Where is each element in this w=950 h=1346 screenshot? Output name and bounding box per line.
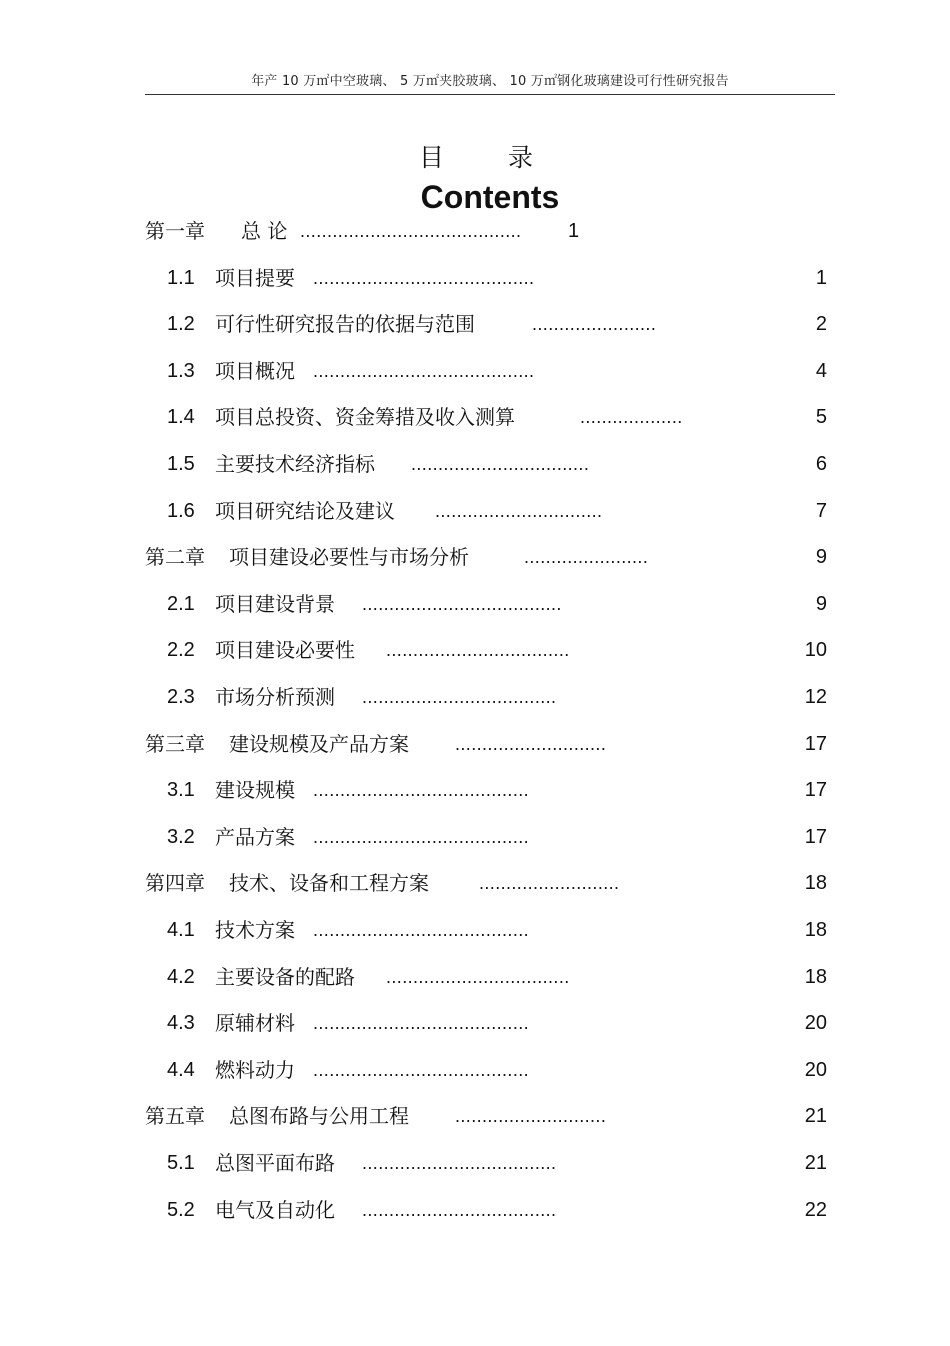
toc-entry-page: 6 — [815, 453, 827, 475]
toc-title-chinese: 目 录 — [419, 143, 561, 172]
toc-entry-chapter-1[interactable] — [0, 216, 950, 246]
toc-entry-title: 总图布路与公用工程 — [229, 1104, 409, 1128]
toc-entry-4-1[interactable] — [0, 915, 950, 945]
toc-entry-page: 9 — [815, 593, 827, 615]
toc-entry-leader: ............................ — [455, 1106, 607, 1126]
toc-entry-1-1[interactable] — [0, 263, 950, 293]
toc-entry-leader: ................... — [580, 407, 683, 427]
toc-entry-title: 项目总投资、资金筹措及收入测算 — [215, 405, 515, 429]
toc-entry-leader: ......................................... — [300, 221, 522, 241]
toc-entry-leader: ......................................... — [313, 268, 535, 288]
toc-entry-page: 18 — [804, 966, 827, 988]
toc-entry-page: 21 — [804, 1152, 827, 1174]
toc-entry-title: 主要技术经济指标 — [215, 452, 375, 476]
toc-entry-label: 1.2 — [167, 313, 195, 335]
toc-entry-title: 项目研究结论及建议 — [215, 499, 395, 523]
toc-entry-leader: ......................................... — [313, 361, 535, 381]
toc-entry-label: 4.1 — [167, 919, 195, 941]
toc-entry-label: 4.2 — [167, 966, 195, 988]
toc-entry-leader: ........................................ — [313, 827, 530, 847]
toc-entry-4-4[interactable] — [0, 1055, 950, 1085]
toc-entry-page: 12 — [804, 686, 827, 708]
toc-entry-label: 3.2 — [167, 826, 195, 848]
toc-entry-1-4[interactable] — [0, 402, 950, 432]
toc-entry-page: 1 — [568, 220, 580, 242]
toc-entry-leader: ........................................ — [313, 1013, 530, 1033]
toc-entry-page: 22 — [804, 1199, 827, 1221]
toc-entry-leader: ....................... — [524, 547, 649, 567]
toc-entry-label: 第五章 — [145, 1104, 205, 1128]
toc-entry-leader: .................................. — [386, 967, 570, 987]
toc-entry-page: 5 — [815, 406, 827, 428]
toc-entry-1-6[interactable] — [0, 496, 950, 526]
toc-entry-page: 4 — [815, 360, 827, 382]
toc-entry-title: 建设规模及产品方案 — [229, 732, 409, 756]
toc-entry-3-1[interactable] — [0, 775, 950, 805]
toc-entry-leader: ............................ — [455, 734, 607, 754]
toc-entry-1-5[interactable] — [0, 449, 950, 479]
toc-entry-title: 建设规模 — [215, 778, 295, 802]
toc-entry-title: 电气及自动化 — [215, 1198, 335, 1222]
toc-entry-label: 第四章 — [145, 871, 205, 895]
toc-entry-label: 3.1 — [167, 779, 195, 801]
toc-entry-page: 17 — [804, 779, 827, 801]
toc-entry-leader: ....................... — [532, 314, 657, 334]
running-header: 年产 10 万㎡中空玻璃、 5 万㎡夹胶玻璃、 10 万㎡钢化玻璃建设可行性研究报告 — [251, 74, 729, 89]
toc-entry-label: 2.1 — [167, 593, 195, 615]
toc-entry-1-2[interactable] — [0, 309, 950, 339]
toc-entry-2-2[interactable] — [0, 635, 950, 665]
toc-entry-title: 项目概况 — [215, 359, 295, 383]
toc-entry-title: 项目建设必要性与市场分析 — [229, 545, 469, 569]
toc-entry-label: 5.1 — [167, 1152, 195, 1174]
toc-entry-page: 17 — [804, 826, 827, 848]
toc-entry-leader: ............................... — [435, 501, 603, 521]
toc-entry-leader: ........................................ — [313, 780, 530, 800]
toc-entry-page: 18 — [804, 919, 827, 941]
toc-entry-page: 17 — [804, 733, 827, 755]
toc-entry-title: 原辅材料 — [215, 1011, 295, 1035]
toc-entry-title: 总图平面布路 — [215, 1151, 335, 1175]
toc-entry-chapter-4[interactable] — [0, 868, 950, 898]
toc-entry-title: 技术、设备和工程方案 — [229, 871, 429, 895]
toc-entry-leader: ........................................ — [313, 1060, 530, 1080]
toc-entry-label: 5.2 — [167, 1199, 195, 1221]
toc-entry-chapter-5[interactable] — [0, 1101, 950, 1131]
toc-entry-leader: .................................... — [362, 687, 557, 707]
toc-entry-title: 燃料动力 — [215, 1058, 295, 1082]
toc-title-english: Contents — [420, 179, 560, 215]
toc-entry-title: 可行性研究报告的依据与范围 — [215, 312, 475, 336]
toc-entry-title: 项目提要 — [215, 266, 295, 290]
toc-entry-title: 主要设备的配路 — [215, 965, 355, 989]
toc-entry-label: 1.6 — [167, 500, 195, 522]
toc-entry-page: 21 — [804, 1105, 827, 1127]
toc-entry-leader: .......................... — [479, 873, 620, 893]
toc-entry-label: 1.1 — [167, 267, 195, 289]
toc-entry-page: 2 — [815, 313, 827, 335]
toc-entry-title: 项目建设背景 — [215, 592, 335, 616]
toc-entry-page: 10 — [804, 639, 827, 661]
toc-entry-3-2[interactable] — [0, 822, 950, 852]
toc-entry-title: 产品方案 — [215, 825, 295, 849]
toc-entry-chapter-2[interactable] — [0, 542, 950, 572]
toc-entry-label: 第二章 — [145, 545, 205, 569]
toc-entry-label: 第一章 — [145, 219, 205, 243]
toc-entry-5-2[interactable] — [0, 1195, 950, 1225]
toc-entry-leader: ........................................ — [313, 920, 530, 940]
toc-entry-page: 18 — [804, 872, 827, 894]
toc-entry-page: 20 — [804, 1059, 827, 1081]
toc-entry-label: 4.3 — [167, 1012, 195, 1034]
toc-entry-4-2[interactable] — [0, 962, 950, 992]
toc-entry-leader: .................................... — [362, 1200, 557, 1220]
toc-entry-label: 1.4 — [167, 406, 195, 428]
toc-entry-label: 1.5 — [167, 453, 195, 475]
toc-entry-page: 9 — [815, 546, 827, 568]
toc-entry-label: 2.2 — [167, 639, 195, 661]
toc-entry-leader: .................................... — [362, 1153, 557, 1173]
toc-entry-4-3[interactable] — [0, 1008, 950, 1038]
toc-entry-1-3[interactable] — [0, 356, 950, 386]
toc-entry-leader: ................................. — [411, 454, 590, 474]
toc-entry-page: 7 — [815, 500, 827, 522]
toc-entry-label: 第三章 — [145, 732, 205, 756]
toc-entry-title: 技术方案 — [215, 918, 295, 942]
toc-entry-5-1[interactable] — [0, 1148, 950, 1178]
toc-entry-chapter-3[interactable] — [0, 729, 950, 759]
toc-entry-leader: ..................................... — [362, 594, 562, 614]
toc-entry-2-3[interactable] — [0, 682, 950, 712]
toc-entry-leader: .................................. — [386, 640, 570, 660]
toc-entry-title: 市场分析预测 — [215, 685, 335, 709]
toc-entry-title: 总 论 — [241, 219, 288, 243]
toc-entry-title: 项目建设必要性 — [215, 638, 355, 662]
toc-entry-page: 20 — [804, 1012, 827, 1034]
toc-entry-page: 1 — [815, 267, 827, 289]
toc-entry-2-1[interactable] — [0, 589, 950, 619]
toc-entry-label: 1.3 — [167, 360, 195, 382]
toc-entry-label: 4.4 — [167, 1059, 195, 1081]
toc-entry-label: 2.3 — [167, 686, 195, 708]
